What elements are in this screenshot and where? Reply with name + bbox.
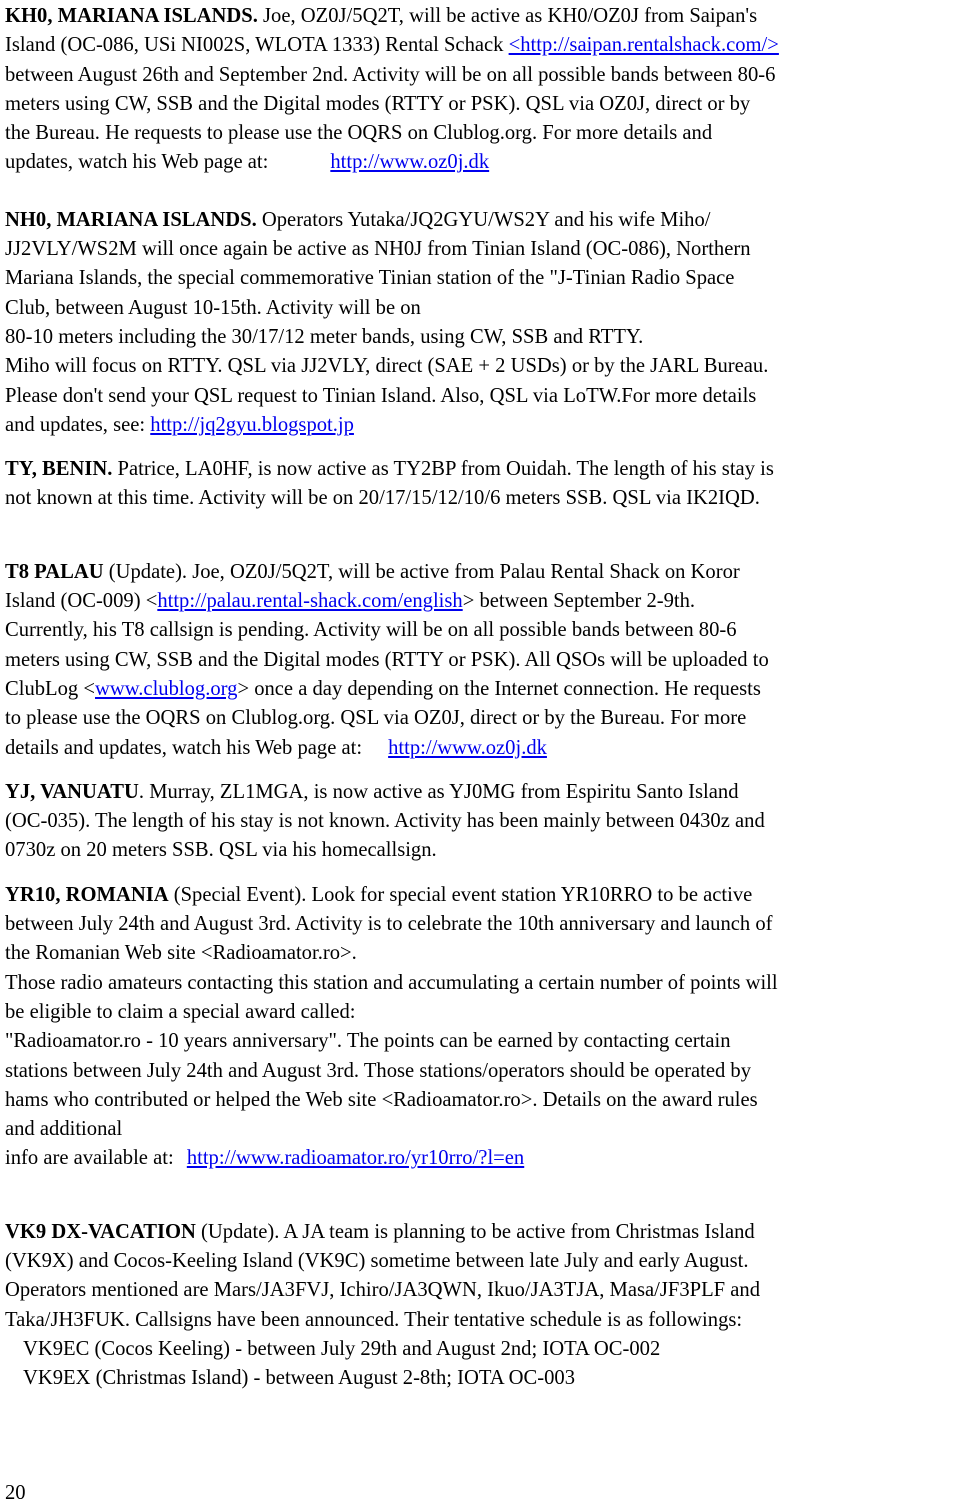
entry-kh0: KH0, MARIANA ISLANDS. Joe, OZ0J/5Q2T, will be active as KH0/OZ0J from Saipan's Island (OC-086, USi NI002S, WLOTA 1333) Rental Schack <http://saipan.rentalshack.com/> between August 26th and September 2nd. Activity will be on all possible bands between 80-6 meters using CW, SSB and the Digital modes (RTTY or PSK). QSL via OZ0J, direct or by the Bureau. He requests to please use the OQRS on Clublog.org. For more details and updates, watch his Web page at: http://www.oz0j.dk [5,5,779,174]
oz0j-link[interactable]: http://www.oz0j.dk [330,151,490,174]
entry-heading: TY, BENIN. [5,458,113,481]
radioamator-award-link[interactable]: http://www.radioamator.ro/yr10rro/?l=en [186,1147,525,1170]
entry-heading: T8 PALAU [5,560,104,583]
schedule-item: VK9EX (Christmas Island) - between August 2-8th; IOTA OC-003 [23,1367,576,1390]
saipan-rentalshack-link[interactable]: <http://saipan.rentalshack.com/> [508,34,779,57]
entry-heading: NH0, MARIANA ISLANDS. [5,208,257,231]
clublog-link[interactable]: www.clublog.org [95,677,238,700]
entry-yr10: YR10, ROMANIA (Special Event). Look for special event station YR10RRO to be active between July 24th and August 3rd. Activity is to celebrate the 10th anniversary and launch of the Romanian Web site <Radioamator.ro>. Those radio amateurs contacting this station and accumulating a certain number of points will be eligible to claim a special award called: "Radioamator.ro - 10 years anniversary". The points can be earned by contacting certain stations between July 24th and August 3rd. Those stations/operators should be operated by hams who contributed or helped the Web site <Radioamator.ro>. Details on the award rules and additional info are available at: http://www.radioamator.ro/yr10rro/?l=en [5,883,778,1170]
entry-yj: YJ, VANUATU. Murray, ZL1MGA, is now active as YJ0MG from Espiritu Santo Island (OC-035). The length of his stay is not known. Activity has been mainly between 0430z and 0730z on 20 meters SSB. QSL via his homecallsign. [5,780,765,862]
entry-heading: YR10, ROMANIA [5,883,169,906]
entry-heading: YJ, VANUATU [5,780,139,803]
oz0j-link[interactable]: http://www.oz0j.dk [388,736,547,759]
page-number: 20 [5,1482,26,1504]
schedule-item: VK9EC (Cocos Keeling) - between July 29th and August 2nd; IOTA OC-002 [23,1337,661,1360]
entry-nh0: NH0, MARIANA ISLANDS. Operators Yutaka/JQ2GYU/WS2Y and his wife Miho/ JJ2VLY/WS2M will once again be active as NH0J from Tinian Island (OC-086), Northern Mariana Islands, the special commemorative Tinian station of the "J-Tinian Radio Space Club, between August 10-15th. Activity will be on 80-10 meters including the 30/17/12 meter bands, using CW, SSB and RTTY. Miho will focus on RTTY. QSL via JJ2VLY, direct (SAE + 2 USDs) or by the JARL Bureau. Please don't send your QSL request to Tinian Island. Also, QSL via LoTW.For more details and updates, see: http://jq2gyu.blogspot.jp [5,208,769,436]
document-page [5,2,955,1393]
entry-vk9: VK9 DX-VACATION (Update). A JA team is planning to be active from Christmas Island (VK9X) and Cocos-Keeling Island (VK9C) sometime between late July and early August. Operators mentioned are Mars/JA3FVJ, Ichiro/JA3QWN, Ikuo/JA3TJA, Masa/JF3PLF and Taka/JH3FUK. Callsigns have been announced. Their tentative schedule is as followings: VK9EC (Cocos Keeling) - between July 29th and August 2nd; IOTA OC-002 VK9EX (Christmas Island) - between August 2-8th; IOTA OC-003 [5,1218,955,1394]
entry-heading: VK9 DX-VACATION [5,1220,196,1243]
jq2gyu-blog-link[interactable]: http://jq2gyu.blogspot.jp [150,413,354,436]
palau-rentalshack-link[interactable]: http://palau.rental-shack.com/english [157,590,463,613]
entry-ty: TY, BENIN. Patrice, LA0HF, is now active as TY2BP from Ouidah. The length of his stay is not known at this time. Activity will be on 20/17/15/12/10/6 meters SSB. QSL via IK2IQD. [5,458,774,510]
entry-t8: T8 PALAU (Update). Joe, OZ0J/5Q2T, will be active from Palau Rental Shack on Koror Island (OC-009) <http://palau.rental-shack.com/english> between September 2-9th. Currently, his T8 callsign is pending. Activity will be on all possible bands between 80-6 meters using CW, SSB and the Digital modes (RTTY or PSK). All QSOs will be uploaded to ClubLog <www.clublog.org> once a day depending on the Internet connection. He requests to please use the OQRS on Clublog.org. QSL via OZ0J, direct or by the Bureau. For more details and updates, watch his Web page at: http://www.oz0j.dk [5,560,769,759]
entry-heading: KH0, MARIANA ISLANDS. [5,5,258,27]
